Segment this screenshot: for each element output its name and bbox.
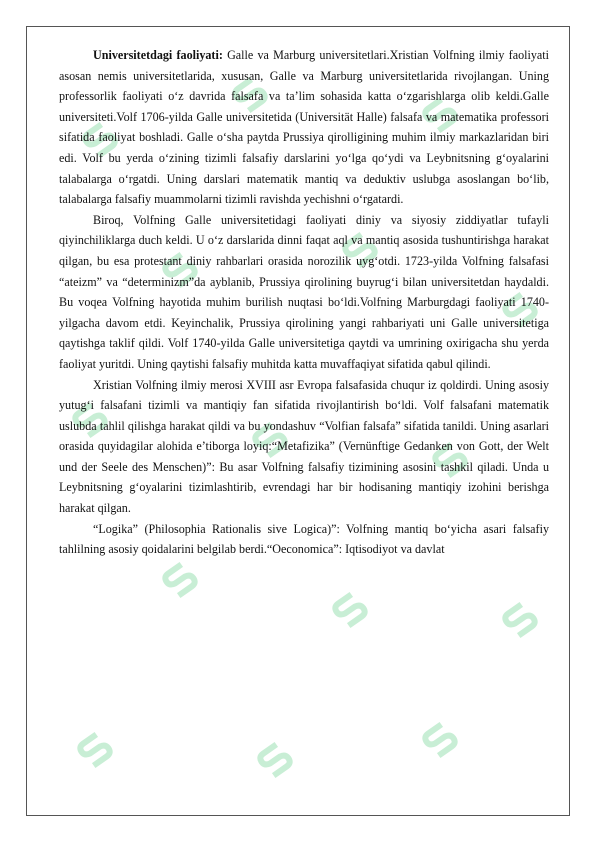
document-body: [59, 45, 549, 560]
paragraph-4: “Logika” (Philosophia Rationalis sive Logica)”: Volfning mantiq bo‘yicha asari falsafiy tahlilning asosiy qoidalarini belgilab berdi.“Oeconomica”: Iqtisodiyot va davlat: [59, 521, 549, 557]
paragraph-1-text: Galle va Marburg universitetlari.Xristian Volfning ilmiy faoliyati asosan nemis universitetlarida, xususan, Galle va Marburg universitetlarida rivojlangan. Uning professorlik faoliyati o‘z davrida falsafa va ta’lim sohasida katta o‘zgarishlarga olib keldi.Galle universiteti.Volf 1706-yilda Galle universitetida (Universität Halle) falsafa va matematika professori sifatida faoliyat boshladi. Galle o‘sha paytda Prussiya qirolligining muhim ilmiy markazlaridan biri edi. Volf bu yerda o‘zining tizimli falsafiy darslarini yo‘lga qo‘ydi va Leybnitsning g‘oyalarini talabalarga o‘rgatdi. Uning darslari matematik mantiq va deduktiv uslubga asoslangan bo‘lib, talabalarga falsafiy muammolarni tizimli ravishda yechishni o‘rgatardi.: [59, 48, 549, 207]
section-heading: Universitetdagi faoliyati:: [93, 48, 223, 62]
paragraph-2: Biroq, Volfning Galle universitetidagi faoliyati diniy va siyosiy ziddiyatlar tufayli qiyinchiliklarga duch keldi. U o‘z darslarida dinni faqat aql va mantiq asosida tushuntirishga harakat qilgan, bu esa protestant diniy rahbarlari orasida norozilik uyg‘otdi. 1723-yilda Volfning falsafasi “ateizm” va “determinizm”da ayblanib, Prussiya qirolining buyrug‘i bilan universitetdan haydaldi. Bu voqea Volfning hayotida muhim burilish nuqtasi bo‘ldi.Volfning Marburgdagi faoliyati 1740-yilgacha davom etdi. Keyinchalik, Prussiya qirolining yangi rahbariyati uni Galle universitetiga qaytishga taklif qildi. Volf 1740-yilda Galle universitetiga qaytdi va umrining oxirigacha shu yerda faoliyat yuritdi. Uning qaytishi falsafiy muhitda katta muvaffaqiyat sifatida qabul qilindi.: [59, 212, 549, 371]
paragraph-3: Xristian Volfning ilmiy merosi XVIII asr Evropa falsafasida chuqur iz qoldirdi. Uning asosiy yutug‘i falsafani tizimli va mantiqiy fan sifatida rivojlantirish bo‘ldi. Volf falsafani matematik uslubda tahlil qilishga harakat qildi va bu yondashuv “Volfian falsafa” sifatida tanildi. Uning asarlari orasida quyidagilar alohida e’tiborga loyiq:“Metafizika” (Vernünftige Gedanken von Gott, der Welt und der Seele des Menschen)”: Bu asar Volfning falsafiy tizimining asosini tashkil qiladi. Unda u Leybnitsning g‘oyalarini tizimlashtirib, evrendagi har bir hodisaning mantiqiy izohini berishga harakat qilgan.: [59, 377, 549, 516]
paragraph-1: [59, 45, 549, 210]
